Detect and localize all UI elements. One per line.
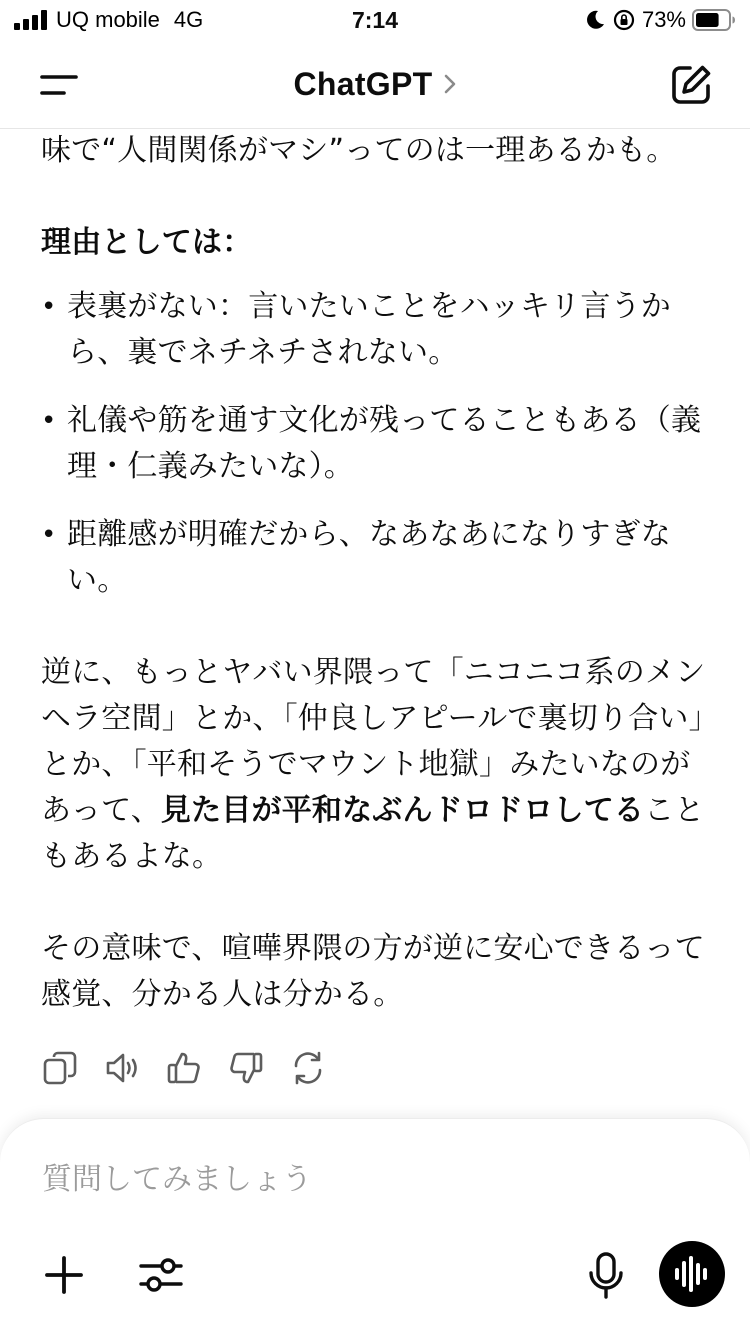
paragraph-3: その意味で、喧嘩界隈の方が逆に安心できるって感覚、分かる人は分かる。 bbox=[41, 931, 705, 1012]
carrier-name: UQ mobile bbox=[56, 7, 160, 32]
list-item: • 表裏がない：言いたいことをハッキリ言うから、裏でネチネチされない。 bbox=[41, 284, 713, 376]
speaker-icon[interactable] bbox=[104, 1050, 140, 1086]
thumbs-up-icon[interactable] bbox=[166, 1050, 202, 1086]
add-button[interactable] bbox=[42, 1253, 86, 1297]
network-type: 4G bbox=[173, 7, 204, 32]
microphone-icon[interactable] bbox=[584, 1251, 628, 1301]
status-right bbox=[584, 6, 736, 34]
tools-settings-icon[interactable] bbox=[138, 1253, 184, 1297]
battery-icon bbox=[692, 9, 736, 31]
moon-icon bbox=[584, 9, 606, 31]
regenerate-icon[interactable] bbox=[290, 1050, 326, 1086]
model-selector[interactable] bbox=[0, 62, 750, 106]
paragraph-2-text: 逆に、もっとヤバい界隈って「ニコニコ系のメンヘラ空間」とか、「仲良しアピールで裏切り合い」とか、「平和そうでマウント地獄」みたいなのがあって、 bbox=[41, 655, 706, 828]
nav-bar bbox=[0, 40, 750, 129]
paragraph-2 bbox=[41, 650, 713, 880]
copy-icon[interactable] bbox=[42, 1050, 78, 1086]
chevron-right-icon bbox=[443, 73, 457, 95]
reasons-list bbox=[41, 284, 713, 604]
paragraph-2-bold: 見た目が平和なぶんドロドロしてる bbox=[160, 793, 645, 828]
paragraph-2-tail: こともあるよな。 bbox=[41, 793, 705, 874]
list-item: • 礼儀や筋を通す文化が残ってることもある（義理・仁義みたいな）。 bbox=[41, 398, 713, 490]
reasons-heading-text: 理由としては： bbox=[41, 225, 253, 260]
thumbs-down-icon[interactable] bbox=[228, 1050, 264, 1086]
compose-icon bbox=[668, 62, 714, 108]
clock: 7:14 bbox=[351, 7, 399, 33]
battery-percent: 73% bbox=[641, 7, 686, 32]
prompt-input[interactable] bbox=[42, 1157, 682, 1201]
composer bbox=[0, 1118, 750, 1335]
list-item: • 距離感が明確だから、なあなあになりすぎない。 bbox=[41, 512, 713, 604]
voice-mode-button[interactable] bbox=[659, 1241, 725, 1307]
reasons-heading bbox=[41, 220, 713, 266]
message-actions bbox=[42, 1050, 326, 1086]
intro-text: 味で“人間関係がマシ”ってのは一理あるかも。 bbox=[41, 133, 677, 168]
assistant-message bbox=[41, 128, 713, 1018]
new-chat-button[interactable] bbox=[668, 62, 714, 108]
status-bar bbox=[0, 0, 750, 40]
rotation-lock-icon bbox=[612, 8, 636, 32]
waveform-icon bbox=[659, 1241, 725, 1307]
app-title: ChatGPT bbox=[293, 65, 433, 102]
